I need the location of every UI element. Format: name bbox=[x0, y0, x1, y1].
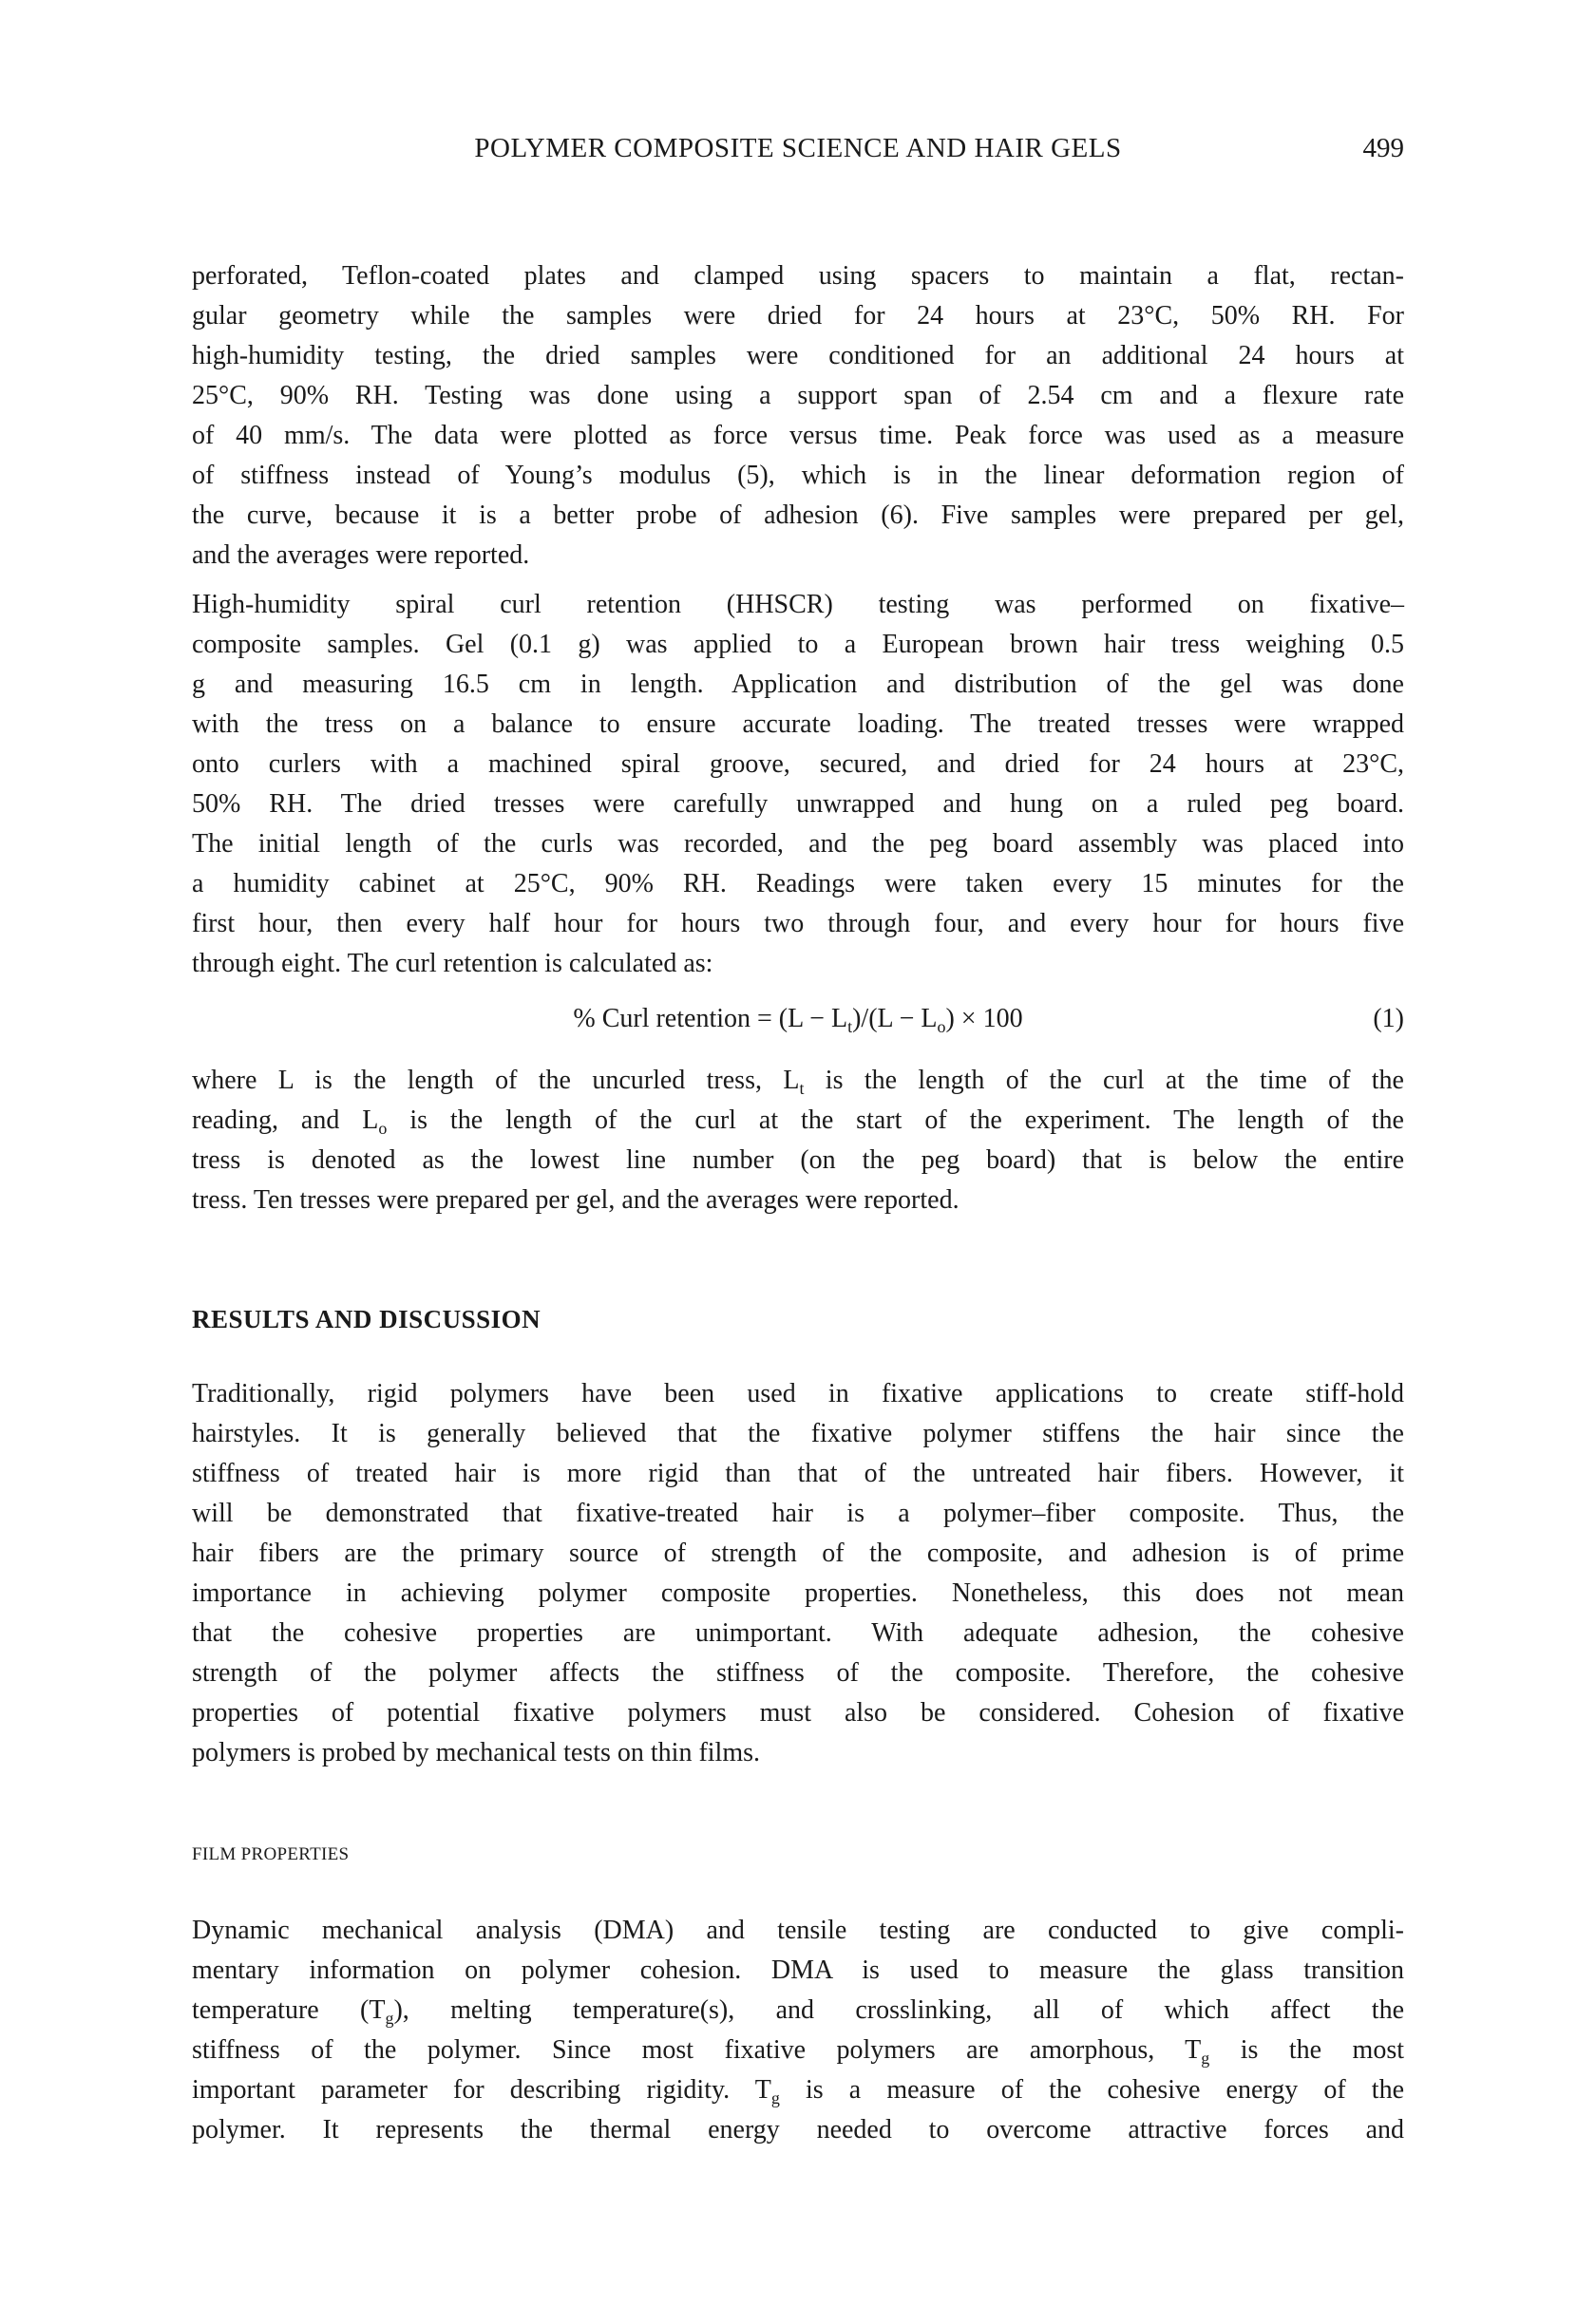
text-segment: Traditionally, rigid polymers have been used in fixative applications to create stiff-hold bbox=[192, 1379, 1404, 1408]
text-segment: of stiffness instead of Young’s modulus (5), which is in the linear deformation region of bbox=[192, 461, 1404, 490]
text-line bbox=[192, 2110, 1404, 2150]
text-segment: that the cohesive properties are unimportant. With adequate adhesion, the cohesive bbox=[192, 1618, 1404, 1648]
text-line bbox=[192, 1534, 1404, 1574]
subscript: g bbox=[1201, 2049, 1210, 2068]
text-segment: with the tress on a balance to ensure accurate loading. The treated tresses were wrapped bbox=[192, 709, 1404, 739]
text-line bbox=[192, 296, 1404, 336]
text-line bbox=[192, 1454, 1404, 1494]
text-line bbox=[192, 1733, 1404, 1773]
text-segment: stiffness of treated hair is more rigid than that of the untreated hair fibers. However, it bbox=[192, 1459, 1404, 1488]
subscript: t bbox=[799, 1079, 805, 1098]
text-segment: polymers is probed by mechanical tests on thin films. bbox=[192, 1738, 761, 1767]
text-line bbox=[192, 1374, 1404, 1414]
text-segment: ), melting temperature(s), and crosslinking, all of which affect the bbox=[393, 1995, 1405, 2025]
text-segment: Dynamic mechanical analysis (DMA) and tensile testing are conducted to give compli- bbox=[192, 1916, 1404, 1945]
text-segment: polymer. It represents the thermal energy needed to overcome attractive forces and bbox=[192, 2115, 1404, 2145]
text-line bbox=[192, 336, 1404, 376]
text-line bbox=[192, 784, 1404, 824]
text-segment: High-humidity spiral curl retention (HHSCR) testing was performed on fixative– bbox=[192, 590, 1404, 619]
text-line bbox=[192, 1181, 1404, 1220]
text-line bbox=[192, 1101, 1404, 1141]
text-segment: is the length of the curl at the start of the experiment. The length of the bbox=[387, 1105, 1404, 1135]
text-segment: 50% RH. The dried tresses were carefully unwrapped and hung on a ruled peg board. bbox=[192, 789, 1404, 819]
text-segment: strength of the polymer affects the stiffness of the composite. Therefore, the cohesive bbox=[192, 1658, 1404, 1688]
text-line bbox=[192, 665, 1404, 705]
text-line bbox=[192, 1061, 1404, 1101]
paragraph-variable-definitions bbox=[192, 1061, 1404, 1220]
text-segment: is the length of the curl at the time of the bbox=[804, 1066, 1404, 1095]
running-title: POLYMER COMPOSITE SCIENCE AND HAIR GELS bbox=[474, 133, 1122, 163]
text-line bbox=[192, 745, 1404, 784]
text-segment: stiffness of the polymer. Since most fixative polymers are amorphous, T bbox=[192, 2035, 1202, 2065]
text-segment: properties of potential fixative polymers must also be considered. Cohesion of fixative bbox=[192, 1698, 1404, 1728]
text-line bbox=[192, 864, 1404, 904]
text-segment: a humidity cabinet at 25°C, 90% RH. Readings were taken every 15 minutes for the bbox=[192, 869, 1404, 898]
text-segment: temperature (T bbox=[192, 1995, 386, 2025]
text-segment: first hour, then every half hour for hours two through four, and every hour for hours five bbox=[192, 909, 1404, 938]
text-segment: hairstyles. It is generally believed that the fixative polymer stiffens the hair since the bbox=[192, 1419, 1404, 1448]
text-segment: is the most bbox=[1209, 2035, 1404, 2065]
text-line bbox=[192, 1494, 1404, 1534]
paragraph-flexure-method bbox=[192, 256, 1404, 576]
text-line bbox=[192, 536, 1404, 576]
text-segment: onto curlers with a machined spiral groove, secured, and dried for 24 hours at 23°C, bbox=[192, 749, 1404, 779]
text-segment: the curve, because it is a better probe of adhesion (6). Five samples were prepared per gel, bbox=[192, 501, 1404, 530]
text-segment: g and measuring 16.5 cm in length. Application and distribution of the gel was done bbox=[192, 670, 1404, 699]
paragraph-film-properties bbox=[192, 1911, 1404, 2150]
text-segment: through eight. The curl retention is calculated as: bbox=[192, 949, 713, 978]
text-segment: is a measure of the cohesive energy of the bbox=[779, 2075, 1404, 2105]
text-segment: gular geometry while the samples were dried for 24 hours at 23°C, 50% RH. For bbox=[192, 301, 1404, 331]
text-line bbox=[192, 456, 1404, 496]
text-line bbox=[192, 944, 1404, 984]
text-segment: mentary information on polymer cohesion. DMA is used to measure the glass transition bbox=[192, 1956, 1404, 1985]
text-line bbox=[192, 625, 1404, 665]
subscript: g bbox=[770, 2088, 780, 2107]
section-heading-results: RESULTS AND DISCUSSION bbox=[192, 1305, 542, 1333]
text-line bbox=[192, 1911, 1404, 1951]
text-line bbox=[192, 585, 1404, 625]
running-header bbox=[192, 133, 1404, 175]
text-line bbox=[192, 1414, 1404, 1454]
text-line bbox=[192, 256, 1404, 296]
text-line bbox=[192, 496, 1404, 536]
text-line bbox=[192, 1693, 1404, 1733]
text-line bbox=[192, 376, 1404, 416]
text-line bbox=[192, 705, 1404, 745]
text-segment: high-humidity testing, the dried samples were conditioned for an additional 24 hours at bbox=[192, 341, 1404, 370]
text-line bbox=[192, 1951, 1404, 1991]
text-segment: perforated, Teflon-coated plates and clamped using spacers to maintain a flat, rectan- bbox=[192, 261, 1404, 291]
page-number: 499 bbox=[1362, 133, 1404, 163]
text-segment: of 40 mm/s. The data were plotted as force versus time. Peak force was used as a measure bbox=[192, 421, 1404, 450]
text-segment: tress is denoted as the lowest line number (on the peg board) that is below the entire bbox=[192, 1145, 1404, 1175]
subsection-heading-film-properties: FILM PROPERTIES bbox=[192, 1844, 350, 1864]
text-line bbox=[192, 904, 1404, 944]
text-line bbox=[192, 2031, 1404, 2070]
text-segment: 25°C, 90% RH. Testing was done using a support span of 2.54 cm and a flexure rate bbox=[192, 381, 1404, 410]
paragraph-hhscr-method bbox=[192, 585, 1404, 984]
text-segment: important parameter for describing rigidity. T bbox=[192, 2075, 771, 2105]
text-segment: hair fibers are the primary source of strength of the composite, and adhesion is of prime bbox=[192, 1539, 1404, 1568]
paragraph-results-intro bbox=[192, 1374, 1404, 1773]
text-line bbox=[192, 1574, 1404, 1614]
text-segment: importance in achieving polymer composite properties. Nonetheless, this does not mean bbox=[192, 1578, 1404, 1608]
text-segment: reading, and L bbox=[192, 1105, 379, 1135]
text-line bbox=[192, 1991, 1404, 2031]
equation-number: (1) bbox=[1373, 1004, 1404, 1033]
text-segment: and the averages were reported. bbox=[192, 540, 530, 570]
text-line bbox=[192, 1141, 1404, 1181]
text-segment: composite samples. Gel (0.1 g) was applied to a European brown hair tress weighing 0.5 bbox=[192, 630, 1404, 659]
equation-expression: % Curl retention = $(L - L_t)/(L - L_o) \times 100$ bbox=[573, 1004, 1023, 1036]
text-line bbox=[192, 416, 1404, 456]
text-line bbox=[192, 1653, 1404, 1693]
text-line bbox=[192, 824, 1404, 864]
text-segment: will be demonstrated that fixative-treated hair is a polymer–fiber composite. Thus, the bbox=[192, 1499, 1404, 1528]
subscript: g bbox=[385, 2009, 394, 2028]
text-line bbox=[192, 1614, 1404, 1653]
text-line bbox=[192, 2070, 1404, 2110]
text-segment: The initial length of the curls was recorded, and the peg board assembly was placed into bbox=[192, 829, 1404, 859]
text-segment: where L is the length of the uncurled tress, L bbox=[192, 1066, 800, 1095]
text-segment: tress. Ten tresses were prepared per gel, and the averages were reported. bbox=[192, 1185, 960, 1215]
subscript: o bbox=[378, 1119, 388, 1138]
equation-curl-retention bbox=[192, 999, 1404, 1039]
